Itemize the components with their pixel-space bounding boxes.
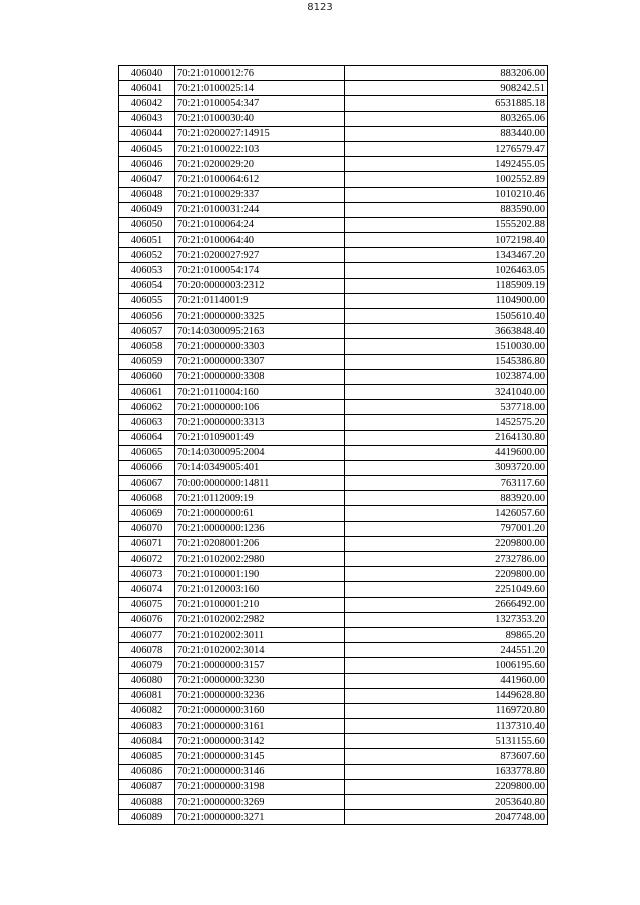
- row-number-cell: 406089: [119, 810, 175, 825]
- cadastral-value-cell: 3241040.00: [345, 384, 548, 399]
- cadastral-value-cell: 5131155.60: [345, 734, 548, 749]
- cadastral-value-cell: 1555202.88: [345, 217, 548, 232]
- row-number-cell: 406042: [119, 96, 175, 111]
- cadastral-number-cell: 70:21:0000000:3142: [175, 734, 345, 749]
- table-row: [119, 476, 548, 491]
- row-number-cell: 406043: [119, 111, 175, 126]
- table-row: [119, 96, 548, 111]
- table-row: [119, 172, 548, 187]
- cadastral-number-cell: 70:21:0208001:206: [175, 536, 345, 551]
- table-row: [119, 810, 548, 825]
- cadastral-value-cell: 1492455.05: [345, 157, 548, 172]
- cadastral-value-cell: 441960.00: [345, 673, 548, 688]
- cadastral-number-cell: 70:14:0300095:2163: [175, 324, 345, 339]
- cadastral-value-cell: 1452575.20: [345, 415, 548, 430]
- cadastral-number-cell: 70:21:0200027:927: [175, 248, 345, 263]
- table-row: [119, 658, 548, 673]
- row-number-cell: 406071: [119, 536, 175, 551]
- row-number-cell: 406087: [119, 779, 175, 794]
- table-row: [119, 491, 548, 506]
- table-row: [119, 248, 548, 263]
- cadastral-number-cell: 70:21:0000000:3146: [175, 764, 345, 779]
- row-number-cell: 406074: [119, 582, 175, 597]
- table-row: [119, 111, 548, 126]
- table-row: [119, 278, 548, 293]
- cadastral-number-cell: 70:21:0000000:3307: [175, 354, 345, 369]
- cadastral-value-cell: 873607.60: [345, 749, 548, 764]
- cadastral-number-cell: 70:21:0000000:3308: [175, 369, 345, 384]
- row-number-cell: 406050: [119, 217, 175, 232]
- table-row: [119, 324, 548, 339]
- table-row: [119, 293, 548, 308]
- row-number-cell: 406063: [119, 415, 175, 430]
- row-number-cell: 406078: [119, 643, 175, 658]
- cadastral-value-cell: 2732786.00: [345, 552, 548, 567]
- table-row: [119, 582, 548, 597]
- cadastral-number-cell: 70:21:0100029:337: [175, 187, 345, 202]
- cadastral-number-cell: 70:21:0100054:347: [175, 96, 345, 111]
- table-row: [119, 81, 548, 96]
- table-row: [119, 217, 548, 232]
- table-row: [119, 567, 548, 582]
- table-row: [119, 764, 548, 779]
- cadastral-value-cell: 1006195.60: [345, 658, 548, 673]
- cadastral-value-cell: 1426057.60: [345, 506, 548, 521]
- cadastral-number-cell: 70:21:0000000:3198: [175, 779, 345, 794]
- cadastral-number-cell: 70:21:0100022:103: [175, 141, 345, 156]
- table-row: [119, 66, 548, 81]
- row-number-cell: 406069: [119, 506, 175, 521]
- row-number-cell: 406088: [119, 795, 175, 810]
- cadastral-number-cell: 70:20:0000003:2312: [175, 278, 345, 293]
- cadastral-value-cell: 908242.51: [345, 81, 548, 96]
- table-row: [119, 233, 548, 248]
- cadastral-number-cell: 70:21:0114001:9: [175, 293, 345, 308]
- cadastral-number-cell: 70:21:0000000:3313: [175, 415, 345, 430]
- table-row: [119, 703, 548, 718]
- row-number-cell: 406085: [119, 749, 175, 764]
- table-row: [119, 202, 548, 217]
- table-row: [119, 354, 548, 369]
- row-number-cell: 406049: [119, 202, 175, 217]
- cadastral-value-cell: 2164130.80: [345, 430, 548, 445]
- cadastral-number-cell: 70:21:0100064:612: [175, 172, 345, 187]
- cadastral-value-cell: 2209800.00: [345, 567, 548, 582]
- cadastral-value-cell: 2209800.00: [345, 779, 548, 794]
- cadastral-value-cell: 2047748.00: [345, 810, 548, 825]
- cadastral-number-cell: 70:21:0000000:3161: [175, 719, 345, 734]
- cadastral-value-cell: 3663848.40: [345, 324, 548, 339]
- cadastral-value-table: [118, 65, 548, 825]
- cadastral-value-cell: 1449628.80: [345, 688, 548, 703]
- cadastral-number-cell: 70:21:0100001:190: [175, 567, 345, 582]
- cadastral-value-cell: 4419600.00: [345, 445, 548, 460]
- cadastral-number-cell: 70:21:0000000:3269: [175, 795, 345, 810]
- cadastral-number-cell: 70:21:0102002:3014: [175, 643, 345, 658]
- cadastral-number-cell: 70:21:0000000:3145: [175, 749, 345, 764]
- table-row: [119, 430, 548, 445]
- row-number-cell: 406062: [119, 400, 175, 415]
- cadastral-number-cell: 70:21:0000000:3230: [175, 673, 345, 688]
- cadastral-number-cell: 70:21:0102002:2980: [175, 552, 345, 567]
- row-number-cell: 406068: [119, 491, 175, 506]
- row-number-cell: 406040: [119, 66, 175, 81]
- cadastral-number-cell: 70:21:0100031:244: [175, 202, 345, 217]
- table-row: [119, 384, 548, 399]
- table-row: [119, 460, 548, 475]
- row-number-cell: 406080: [119, 673, 175, 688]
- cadastral-value-cell: 1185909.19: [345, 278, 548, 293]
- cadastral-value-cell: 883206.00: [345, 66, 548, 81]
- table-row: [119, 369, 548, 384]
- table-row: [119, 339, 548, 354]
- cadastral-number-cell: 70:21:0112009:19: [175, 491, 345, 506]
- row-number-cell: 406070: [119, 521, 175, 536]
- row-number-cell: 406081: [119, 688, 175, 703]
- cadastral-value-cell: 763117.60: [345, 476, 548, 491]
- cadastral-number-cell: 70:21:0200029:20: [175, 157, 345, 172]
- cadastral-value-cell: 1002552.89: [345, 172, 548, 187]
- cadastral-number-cell: 70:14:0300095:2004: [175, 445, 345, 460]
- cadastral-value-cell: 244551.20: [345, 643, 548, 658]
- row-number-cell: 406044: [119, 126, 175, 141]
- cadastral-value-cell: 89865.20: [345, 627, 548, 642]
- row-number-cell: 406083: [119, 719, 175, 734]
- cadastral-number-cell: 70:21:0102002:2982: [175, 612, 345, 627]
- cadastral-value-cell: 3093720.00: [345, 460, 548, 475]
- cadastral-value-cell: 537718.00: [345, 400, 548, 415]
- cadastral-value-cell: 803265.06: [345, 111, 548, 126]
- cadastral-value-cell: 1169720.80: [345, 703, 548, 718]
- row-number-cell: 406048: [119, 187, 175, 202]
- cadastral-number-cell: 70:21:0100012:76: [175, 66, 345, 81]
- cadastral-number-cell: 70:21:0000000:3157: [175, 658, 345, 673]
- row-number-cell: 406077: [119, 627, 175, 642]
- cadastral-value-cell: 797001.20: [345, 521, 548, 536]
- table-row: [119, 536, 548, 551]
- cadastral-number-cell: 70:21:0100064:40: [175, 233, 345, 248]
- cadastral-number-cell: 70:21:0110004:160: [175, 384, 345, 399]
- cadastral-value-cell: 2053640.80: [345, 795, 548, 810]
- cadastral-value-cell: 883440.00: [345, 126, 548, 141]
- table-row: [119, 263, 548, 278]
- cadastral-number-cell: 70:21:0102002:3011: [175, 627, 345, 642]
- row-number-cell: 406060: [119, 369, 175, 384]
- cadastral-value-cell: 1137310.40: [345, 719, 548, 734]
- row-number-cell: 406046: [119, 157, 175, 172]
- row-number-cell: 406041: [119, 81, 175, 96]
- table-row: [119, 795, 548, 810]
- row-number-cell: 406053: [119, 263, 175, 278]
- row-number-cell: 406056: [119, 309, 175, 324]
- cadastral-number-cell: 70:14:0349005:401: [175, 460, 345, 475]
- cadastral-number-cell: 70:21:0000000:106: [175, 400, 345, 415]
- table-row: [119, 521, 548, 536]
- row-number-cell: 406045: [119, 141, 175, 156]
- cadastral-number-cell: 70:21:0000000:3303: [175, 339, 345, 354]
- row-number-cell: 406082: [119, 703, 175, 718]
- table-row: [119, 141, 548, 156]
- row-number-cell: 406084: [119, 734, 175, 749]
- row-number-cell: 406047: [119, 172, 175, 187]
- table-row: [119, 779, 548, 794]
- cadastral-value-cell: 2251049.60: [345, 582, 548, 597]
- cadastral-value-cell: 883920.00: [345, 491, 548, 506]
- cadastral-number-cell: 70:21:0100054:174: [175, 263, 345, 278]
- table-row: [119, 445, 548, 460]
- table-row: [119, 552, 548, 567]
- row-number-cell: 406052: [119, 248, 175, 263]
- cadastral-number-cell: 70:21:0100001:210: [175, 597, 345, 612]
- cadastral-number-cell: 70:21:0000000:3160: [175, 703, 345, 718]
- cadastral-value-cell: 2666492.00: [345, 597, 548, 612]
- row-number-cell: 406055: [119, 293, 175, 308]
- row-number-cell: 406067: [119, 476, 175, 491]
- table-row: [119, 400, 548, 415]
- cadastral-value-cell: 1343467.20: [345, 248, 548, 263]
- table-row: [119, 749, 548, 764]
- table-row: [119, 734, 548, 749]
- cadastral-value-cell: 1026463.05: [345, 263, 548, 278]
- row-number-cell: 406064: [119, 430, 175, 445]
- row-number-cell: 406075: [119, 597, 175, 612]
- table-row: [119, 627, 548, 642]
- table-row: [119, 673, 548, 688]
- cadastral-number-cell: 70:21:0109001:49: [175, 430, 345, 445]
- cadastral-value-cell: 1276579.47: [345, 141, 548, 156]
- cadastral-number-cell: 70:21:0120003:160: [175, 582, 345, 597]
- row-number-cell: 406051: [119, 233, 175, 248]
- cadastral-number-cell: 70:00:0000000:14811: [175, 476, 345, 491]
- table-row: [119, 719, 548, 734]
- cadastral-number-cell: 70:21:0000000:61: [175, 506, 345, 521]
- cadastral-value-cell: 1633778.80: [345, 764, 548, 779]
- table-row: [119, 187, 548, 202]
- row-number-cell: 406073: [119, 567, 175, 582]
- cadastral-value-cell: 1327353.20: [345, 612, 548, 627]
- table-row: [119, 309, 548, 324]
- cadastral-value-cell: 1023874.00: [345, 369, 548, 384]
- cadastral-value-cell: 1545386.80: [345, 354, 548, 369]
- table-row: [119, 415, 548, 430]
- row-number-cell: 406057: [119, 324, 175, 339]
- cadastral-number-cell: 70:21:0100030:40: [175, 111, 345, 126]
- cadastral-value-cell: 6531885.18: [345, 96, 548, 111]
- table-row: [119, 688, 548, 703]
- row-number-cell: 406072: [119, 552, 175, 567]
- cadastral-number-cell: 70:21:0000000:3325: [175, 309, 345, 324]
- cadastral-value-cell: 1010210.46: [345, 187, 548, 202]
- row-number-cell: 406079: [119, 658, 175, 673]
- row-number-cell: 406061: [119, 384, 175, 399]
- row-number-cell: 406058: [119, 339, 175, 354]
- table-body: [119, 66, 548, 825]
- row-number-cell: 406066: [119, 460, 175, 475]
- cadastral-value-cell: 2209800.00: [345, 536, 548, 551]
- cadastral-number-cell: 70:21:0100025:14: [175, 81, 345, 96]
- cadastral-value-cell: 883590.00: [345, 202, 548, 217]
- cadastral-number-cell: 70:21:0100064:24: [175, 217, 345, 232]
- cadastral-number-cell: 70:21:0000000:1236: [175, 521, 345, 536]
- table-row: [119, 126, 548, 141]
- row-number-cell: 406065: [119, 445, 175, 460]
- cadastral-number-cell: 70:21:0000000:3236: [175, 688, 345, 703]
- cadastral-value-cell: 1505610.40: [345, 309, 548, 324]
- table-row: [119, 612, 548, 627]
- cadastral-number-cell: 70:21:0200027:14915: [175, 126, 345, 141]
- row-number-cell: 406086: [119, 764, 175, 779]
- cadastral-number-cell: 70:21:0000000:3271: [175, 810, 345, 825]
- table-row: [119, 643, 548, 658]
- cadastral-value-cell: 1104900.00: [345, 293, 548, 308]
- page-number: 8123: [307, 2, 333, 13]
- table-row: [119, 157, 548, 172]
- row-number-cell: 406059: [119, 354, 175, 369]
- row-number-cell: 406076: [119, 612, 175, 627]
- cadastral-value-cell: 1510030.00: [345, 339, 548, 354]
- table-row: [119, 506, 548, 521]
- cadastral-value-cell: 1072198.40: [345, 233, 548, 248]
- row-number-cell: 406054: [119, 278, 175, 293]
- table-row: [119, 597, 548, 612]
